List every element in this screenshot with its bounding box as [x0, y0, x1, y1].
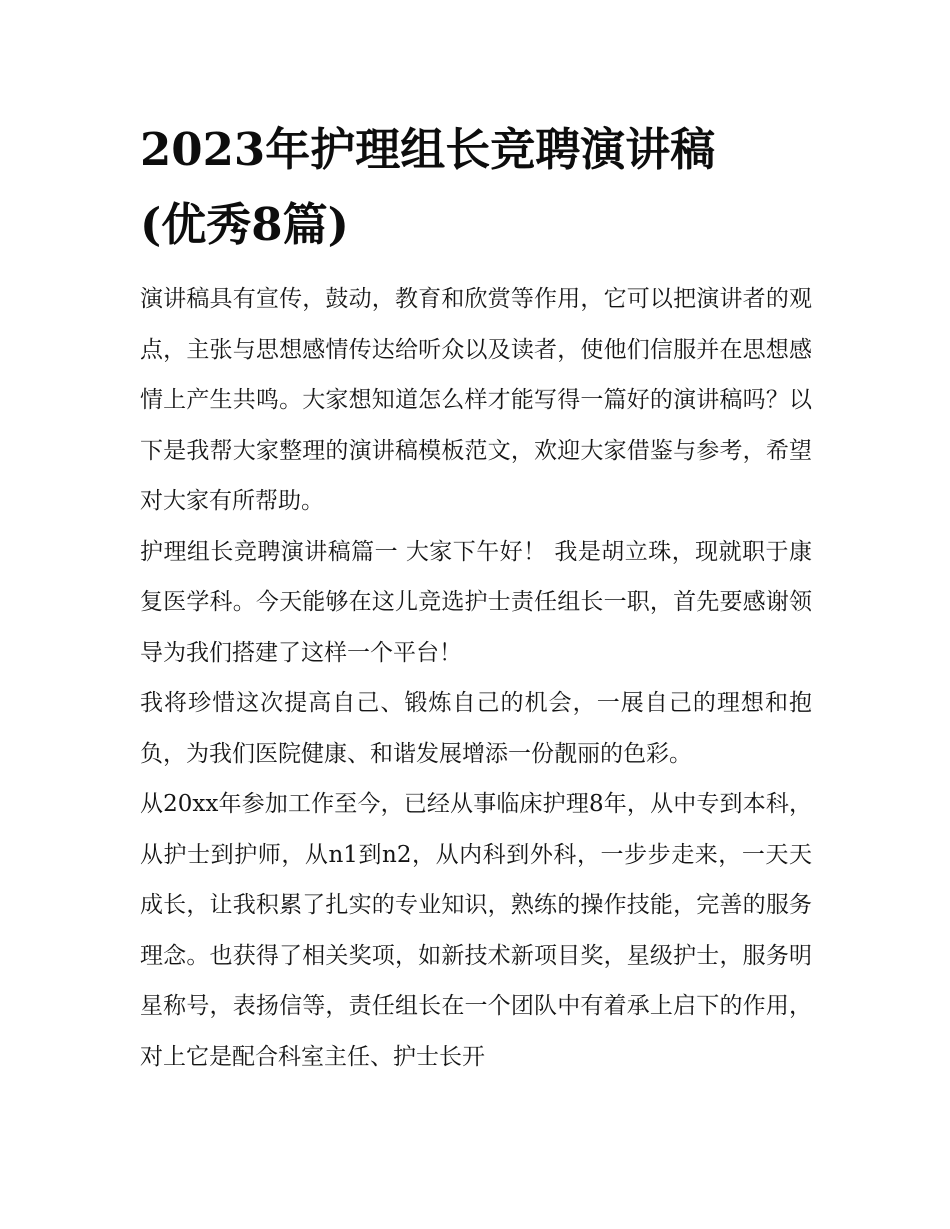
paragraph-commitment: 我将珍惜这次提高自己、锻炼自己的机会，一展自己的理想和抱负，为我们医院健康、和谐发展增添一份靓丽的色彩。	[140, 690, 812, 767]
paragraph-speech-opening: 护理组长竞聘演讲稿篇一 大家下午好！ 我是胡立珠，现就职于康复医学科。今天能够在这儿竞选护士责任组长一职，首先要感谢领导为我们搭建了这样一个平台！	[140, 538, 812, 666]
paragraph-experience: 从20xx年参加工作至今，已经从事临床护理8年，从中专到本科，从护士到护师，从n1到n2，从内科到外科，一步步走来，一天天成长，让我积累了扎实的专业知识，熟练的操作技能，完善的服务理念。也获得了相关奖项，如新技术新项目奖，星级护士，服务明星称号，表扬信等，责任组长在一个团队中有着承上启下的作用，对上它是配合科室主任、护士长开	[140, 791, 812, 1070]
document-content	[140, 112, 812, 1082]
document-body	[140, 274, 812, 1082]
title-line-1: 2023年护理组长竞聘演讲稿	[140, 123, 716, 176]
document-title	[140, 112, 812, 262]
paragraph-intro: 演讲稿具有宣传，鼓动，教育和欣赏等作用，它可以把演讲者的观点，主张与思想感情传达给听众以及读者，使他们信服并在思想感情上产生共鸣。大家想知道怎么样才能写得一篇好的演讲稿吗？以下是我帮大家整理的演讲稿模板范文，欢迎大家借鉴与参考，希望对大家有所帮助。	[140, 286, 812, 514]
title-line-2: (优秀8篇)	[140, 198, 349, 251]
